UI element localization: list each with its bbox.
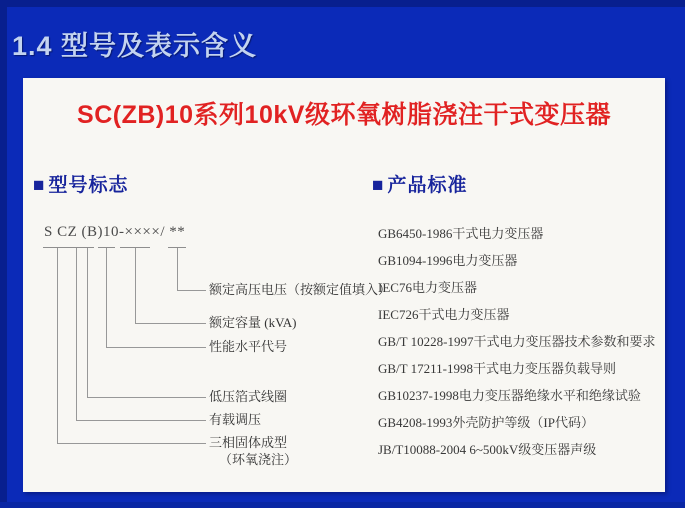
content-panel [23, 78, 665, 492]
slide-left-edge [0, 0, 7, 508]
section-bullet-icon: ■ [372, 175, 385, 196]
slide-header-title: 1.4 型号及表示含义 [12, 31, 258, 61]
standards-item: GB10237-1998电力变压器绝缘水平和绝缘试验 [378, 388, 641, 403]
standards-item: IEC726干式电力变压器 [378, 307, 510, 322]
diagram-connector [57, 248, 206, 444]
standards-item: GB/T 10228-1997干式电力变压器技术参数和要求 [378, 334, 656, 349]
slide-bottom-edge [0, 502, 685, 508]
slide-top-edge [0, 0, 685, 7]
diagram-label-three-phase-cast [209, 434, 297, 468]
section-heading-label: 产品标准 [387, 175, 468, 196]
model-code-text: S CZ (B)10-××××/ ** [44, 224, 186, 240]
diagram-label-line1: 三相固体成型 [209, 435, 288, 450]
diagram-label-lv-foil-winding: 低压箔式线圈 [209, 389, 288, 404]
standards-list [378, 220, 663, 463]
standards-item: GB4208-1993外壳防护等级（IP代码） [378, 415, 594, 430]
diagram-label-rated-hv-voltage: 额定高压电压（按额定值填入） [209, 282, 392, 297]
diagram-label-performance-code: 性能水平代号 [209, 339, 288, 354]
section-bullet-icon: ■ [33, 175, 46, 196]
diagram-label-on-load-tap: 有载调压 [209, 412, 262, 427]
standards-item: IEC76电力变压器 [378, 280, 477, 295]
section-heading-model-designation [33, 170, 129, 197]
panel-title: SC(ZB)10系列10kV级环氧树脂浇注干式变压器 [77, 101, 611, 129]
standards-item: JB/T10088-2004 6~500kV级变压器声级 [378, 442, 597, 457]
standards-item: GB/T 17211-1998干式电力变压器负载导则 [378, 361, 616, 376]
standards-item: GB6450-1986干式电力变压器 [378, 226, 544, 241]
standards-item: GB1094-1996电力变压器 [378, 253, 518, 268]
diagram-label-line2: （环氧浇注） [219, 452, 298, 467]
section-heading-label: 型号标志 [48, 175, 129, 196]
section-heading-product-standards [372, 170, 468, 197]
diagram-label-rated-capacity: 额定容量 (kVA) [209, 315, 297, 330]
